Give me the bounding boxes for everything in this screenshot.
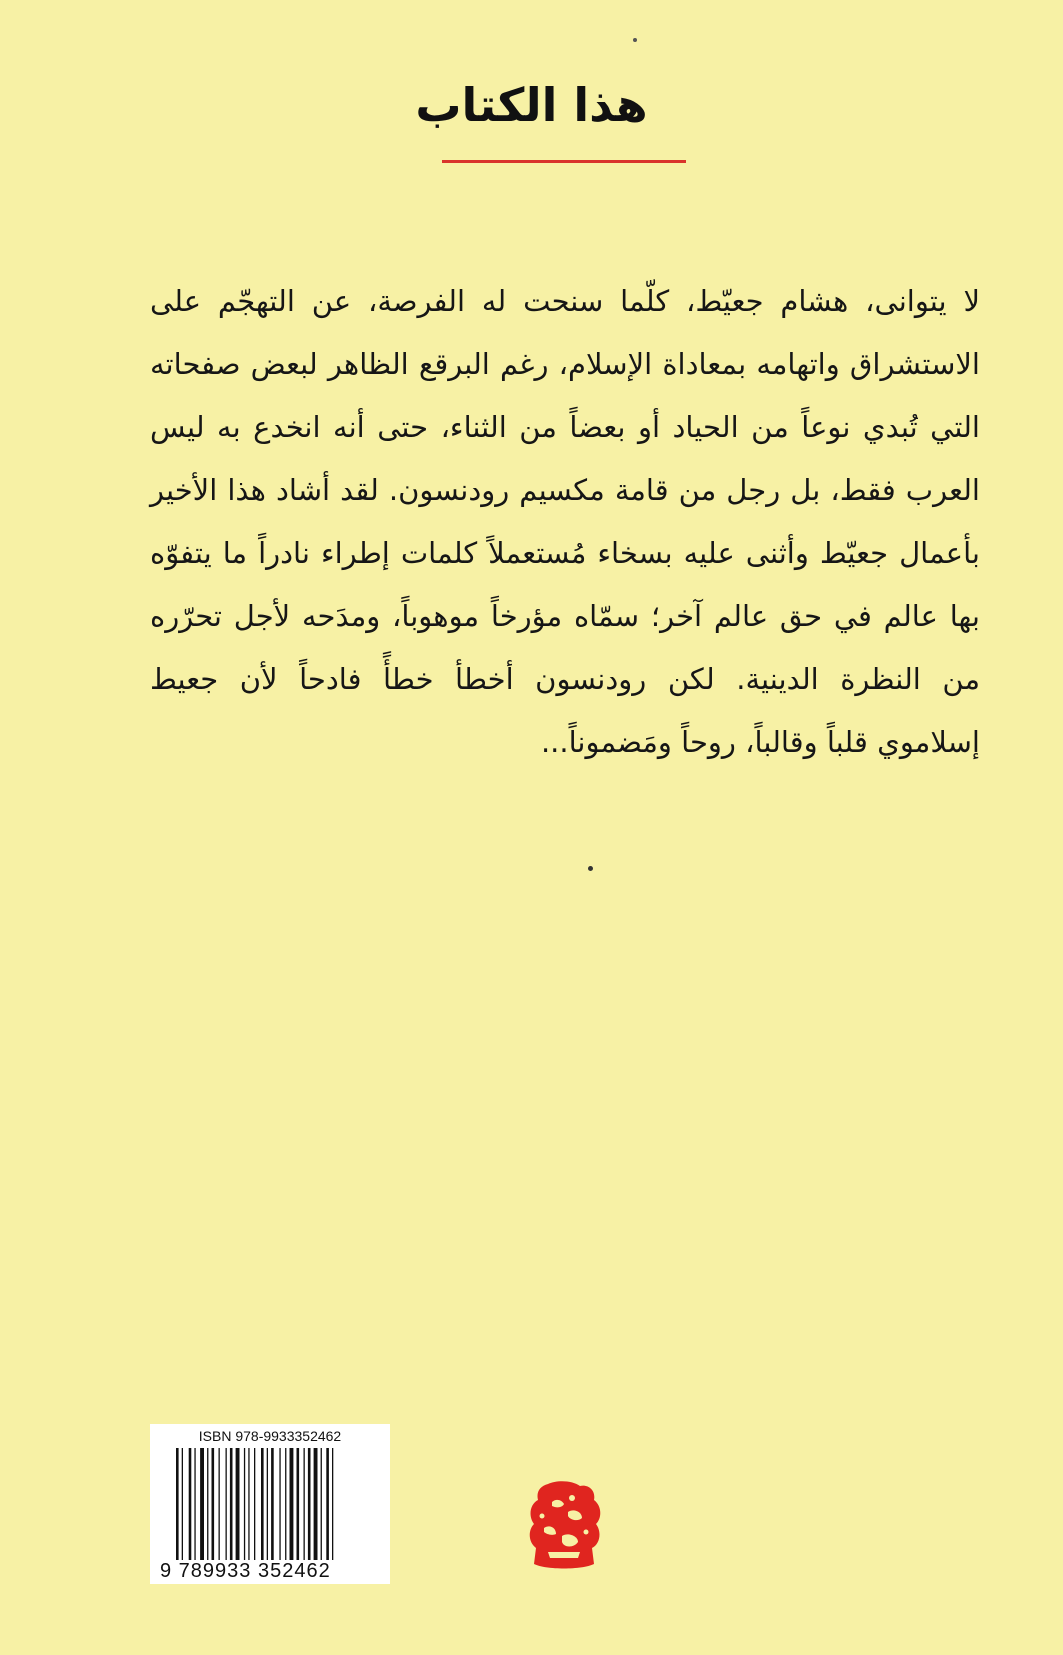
- barcode-bar: [271, 1448, 274, 1560]
- barcode-digits: 9 789933 352462: [160, 1560, 331, 1582]
- barcode-bars: [176, 1448, 376, 1560]
- barcode-bar: [194, 1448, 195, 1560]
- barcode-bar: [297, 1448, 300, 1560]
- barcode-bar: [244, 1448, 245, 1560]
- barcode-bar: [230, 1448, 233, 1560]
- title-underline: [442, 160, 686, 163]
- section-title: هذا الكتاب: [415, 78, 648, 132]
- isbn-label: ISBN 978-9933352462: [198, 1428, 342, 1444]
- barcode-bar: [254, 1448, 255, 1560]
- barcode-bar: [279, 1448, 280, 1560]
- ornament-dot: [588, 866, 593, 871]
- isbn-barcode: [150, 1424, 390, 1584]
- red-lion-emblem-icon: [522, 1478, 606, 1574]
- barcode-bar: [226, 1448, 227, 1560]
- barcode-bar: [285, 1448, 286, 1560]
- barcode-bar: [321, 1448, 322, 1560]
- barcode-bar: [308, 1448, 311, 1560]
- barcode-bar: [200, 1448, 204, 1560]
- barcode-bar: [332, 1448, 333, 1560]
- barcode-bar: [207, 1448, 208, 1560]
- barcode-bar: [261, 1448, 264, 1560]
- barcode-bar: [212, 1448, 215, 1560]
- barcode-bar: [176, 1448, 179, 1560]
- barcode-bar: [304, 1448, 305, 1560]
- barcode-bar: [236, 1448, 240, 1560]
- barcode-bar: [290, 1448, 294, 1560]
- barcode-bar: [326, 1448, 329, 1560]
- barcode-bar: [248, 1448, 249, 1560]
- barcode-bar: [314, 1448, 318, 1560]
- barcode-bar: [219, 1448, 220, 1560]
- barcode-bar: [182, 1448, 183, 1560]
- book-blurb: لا يتوانى، هشام جعيّط، كلّما سنحت له الفرصة، عن التهجّم على الاستشراق واتهامه بمعاداة الإسلام، رغم البرقع الظاهر لبعض صفحاته التي تُبدي نوعاً من الحياد أو بعضاً من الثناء، حتى أنه انخدع به ليس العرب فقط، بل رجل من قامة مكسيم رودنسون. لقد أشاد هذا الأخير بأعمال جعيّط وأثنى عليه بسخاء مُستعملاً كلمات إطراء نادراً ما يتفوّه بها عالم في حق عالم آخر؛ سمّاه مؤرخاً موهوباً، ومدَحه لأجل تحرّره من النظرة الدينية. لكن رودنسون أخطأ خطأً فادحاً لأن جعيط إسلاموي قلباً وقالباً، روحاً ومَضموناً...: [150, 284, 980, 759]
- barcode-bar: [267, 1448, 268, 1560]
- print-speck: [633, 38, 637, 42]
- barcode-bar: [189, 1448, 192, 1560]
